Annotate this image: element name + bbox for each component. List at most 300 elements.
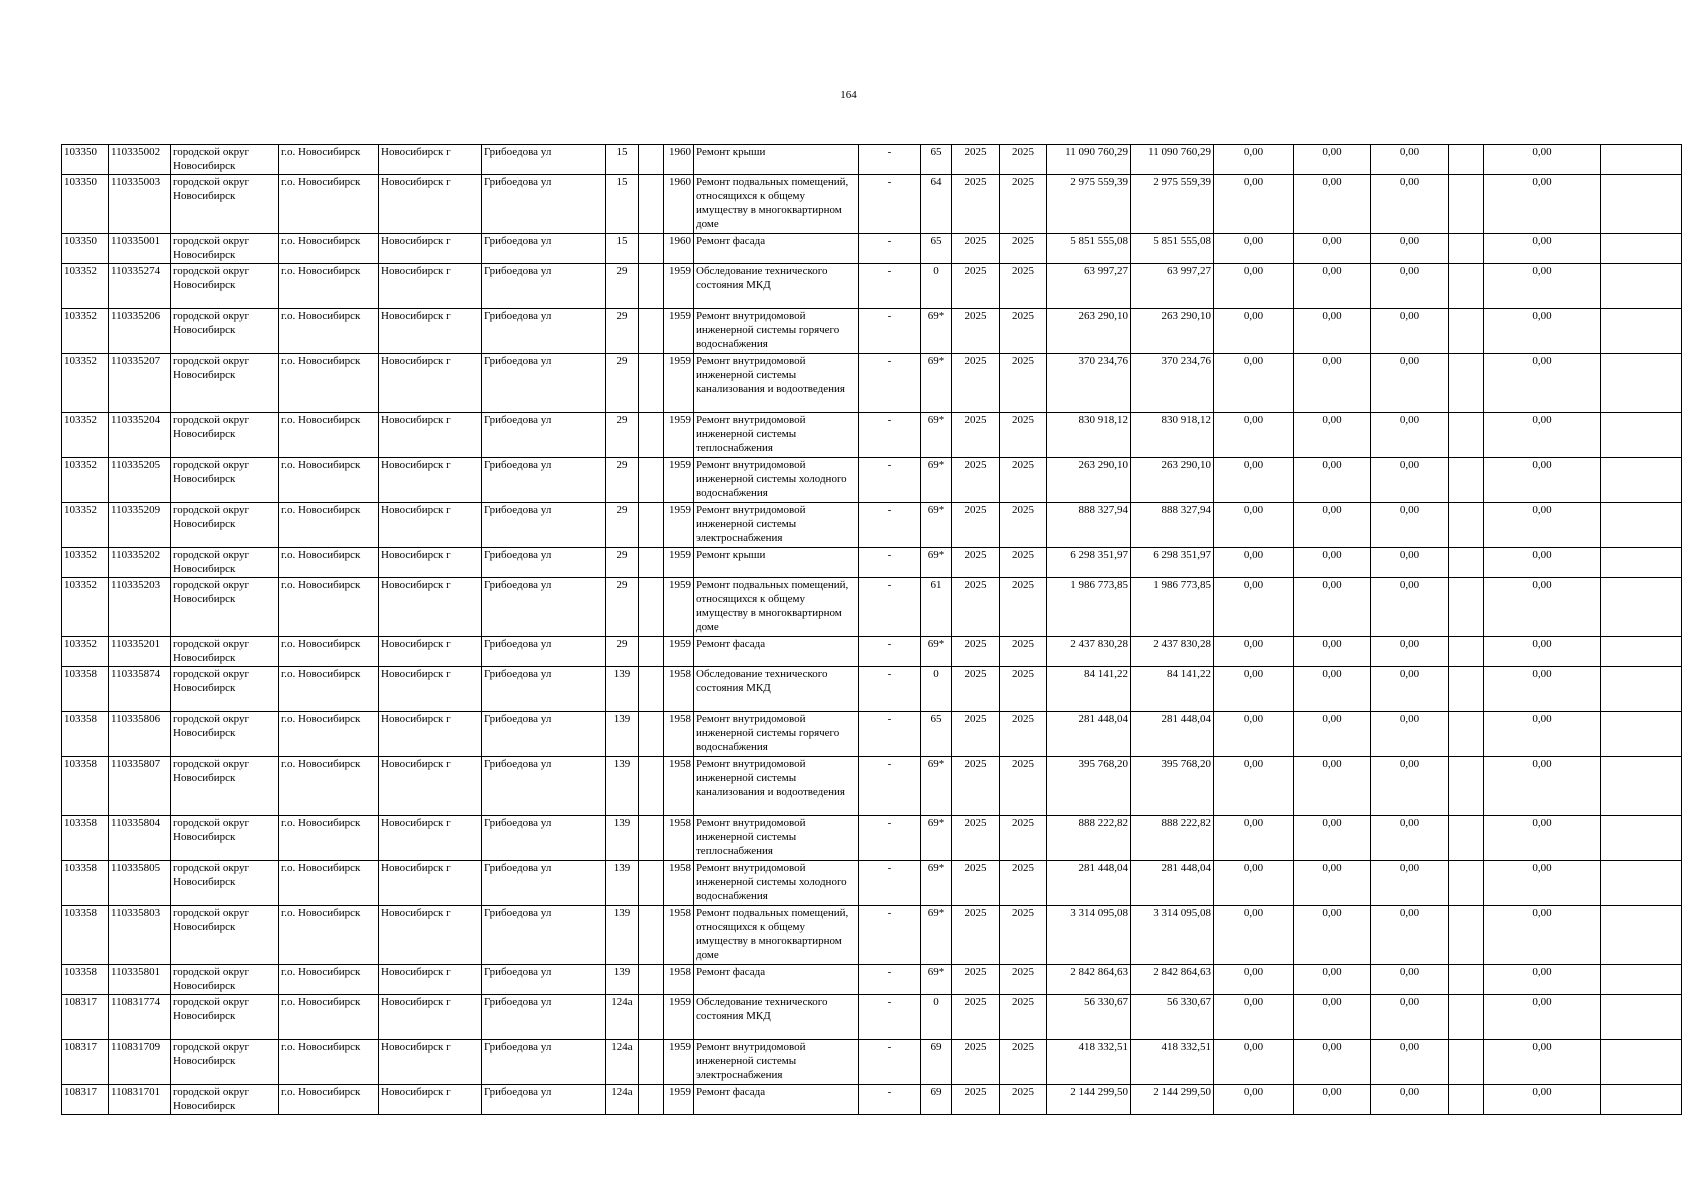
work-code-cell: 110335804 xyxy=(109,816,171,861)
zero-value-cell: 0,00 xyxy=(1294,861,1371,906)
zero-value-cell: 0,00 xyxy=(1484,995,1601,1040)
fund-cost-cell: 11 090 760,29 xyxy=(1131,145,1214,175)
dash-cell: - xyxy=(859,757,921,816)
district-cell: г.о. Новосибирск xyxy=(279,637,379,667)
zero-value-cell: 0,00 xyxy=(1484,965,1601,995)
record-id-cell: 103352 xyxy=(62,264,109,309)
district-cell: г.о. Новосибирск xyxy=(279,757,379,816)
build-year-cell: 1959 xyxy=(664,548,694,578)
dash-cell: - xyxy=(859,145,921,175)
zero-value-cell: 0,00 xyxy=(1371,906,1449,965)
empty-cell xyxy=(639,145,664,175)
build-year-cell: 1959 xyxy=(664,1085,694,1115)
zero-value-cell: 0,00 xyxy=(1214,816,1294,861)
zero-value-cell: 0,00 xyxy=(1484,667,1601,712)
dash-cell: - xyxy=(859,234,921,264)
zero-value-cell: 0,00 xyxy=(1294,548,1371,578)
zero-value-cell: 0,00 xyxy=(1484,309,1601,354)
empty-cell xyxy=(639,712,664,757)
district-cell: г.о. Новосибирск xyxy=(279,1085,379,1115)
empty-cell xyxy=(639,816,664,861)
record-id-cell: 103352 xyxy=(62,413,109,458)
plan-year-start-cell: 2025 xyxy=(952,712,1000,757)
zero-value-cell: 0,00 xyxy=(1371,965,1449,995)
total-cost-cell: 1 986 773,85 xyxy=(1047,578,1131,637)
empty-cell xyxy=(1601,503,1682,548)
municipality-cell: городской округ Новосибирск xyxy=(171,145,279,175)
empty-cell xyxy=(1449,145,1484,175)
empty-cell xyxy=(1449,264,1484,309)
empty-cell xyxy=(1601,667,1682,712)
empty-cell xyxy=(639,757,664,816)
empty-cell xyxy=(639,906,664,965)
zero-value-cell: 0,00 xyxy=(1214,264,1294,309)
total-cost-cell: 56 330,67 xyxy=(1047,995,1131,1040)
fund-cost-cell: 5 851 555,08 xyxy=(1131,234,1214,264)
district-cell: г.о. Новосибирск xyxy=(279,906,379,965)
empty-cell xyxy=(1449,309,1484,354)
record-id-cell: 103350 xyxy=(62,175,109,234)
plan-year-end-cell: 2025 xyxy=(1000,458,1047,503)
total-cost-cell: 888 327,94 xyxy=(1047,503,1131,548)
zero-value-cell: 0,00 xyxy=(1484,757,1601,816)
work-code-cell: 110335205 xyxy=(109,458,171,503)
street-cell: Грибоедова ул xyxy=(482,354,606,413)
street-cell: Грибоедова ул xyxy=(482,413,606,458)
record-id-cell: 103350 xyxy=(62,145,109,175)
zero-value-cell: 0,00 xyxy=(1371,234,1449,264)
wear-percent-cell: 69* xyxy=(921,757,952,816)
work-type-cell: Ремонт внутридомовой инженерной системы горячего водоснабжения xyxy=(694,309,859,354)
city-cell: Новосибирск г xyxy=(379,145,482,175)
zero-value-cell: 0,00 xyxy=(1484,637,1601,667)
zero-value-cell: 0,00 xyxy=(1214,757,1294,816)
wear-percent-cell: 65 xyxy=(921,145,952,175)
zero-value-cell: 0,00 xyxy=(1371,995,1449,1040)
work-type-cell: Ремонт внутридомовой инженерной системы электроснабжения xyxy=(694,1040,859,1085)
empty-cell xyxy=(1449,234,1484,264)
total-cost-cell: 3 314 095,08 xyxy=(1047,906,1131,965)
table-row xyxy=(62,175,1682,234)
plan-year-end-cell: 2025 xyxy=(1000,503,1047,548)
empty-cell xyxy=(639,413,664,458)
dash-cell: - xyxy=(859,861,921,906)
build-year-cell: 1960 xyxy=(664,175,694,234)
empty-cell xyxy=(639,578,664,637)
dash-cell: - xyxy=(859,413,921,458)
zero-value-cell: 0,00 xyxy=(1484,712,1601,757)
zero-value-cell: 0,00 xyxy=(1294,264,1371,309)
plan-year-start-cell: 2025 xyxy=(952,548,1000,578)
empty-cell xyxy=(1449,548,1484,578)
zero-value-cell: 0,00 xyxy=(1214,458,1294,503)
total-cost-cell: 2 975 559,39 xyxy=(1047,175,1131,234)
total-cost-cell: 84 141,22 xyxy=(1047,667,1131,712)
street-cell: Грибоедова ул xyxy=(482,861,606,906)
plan-year-end-cell: 2025 xyxy=(1000,816,1047,861)
municipality-cell: городской округ Новосибирск xyxy=(171,906,279,965)
city-cell: Новосибирск г xyxy=(379,995,482,1040)
table-row xyxy=(62,354,1682,413)
fund-cost-cell: 830 918,12 xyxy=(1131,413,1214,458)
table-row xyxy=(62,548,1682,578)
record-id-cell: 103358 xyxy=(62,816,109,861)
work-type-cell: Обследование технического состояния МКД xyxy=(694,264,859,309)
plan-year-start-cell: 2025 xyxy=(952,413,1000,458)
plan-year-start-cell: 2025 xyxy=(952,145,1000,175)
zero-value-cell: 0,00 xyxy=(1294,309,1371,354)
build-year-cell: 1959 xyxy=(664,1040,694,1085)
fund-cost-cell: 3 314 095,08 xyxy=(1131,906,1214,965)
work-code-cell: 110831701 xyxy=(109,1085,171,1115)
district-cell: г.о. Новосибирск xyxy=(279,175,379,234)
table-row xyxy=(62,309,1682,354)
zero-value-cell: 0,00 xyxy=(1484,861,1601,906)
dash-cell: - xyxy=(859,578,921,637)
plan-year-start-cell: 2025 xyxy=(952,861,1000,906)
zero-value-cell: 0,00 xyxy=(1371,816,1449,861)
fund-cost-cell: 418 332,51 xyxy=(1131,1040,1214,1085)
record-id-cell: 103352 xyxy=(62,548,109,578)
table-row xyxy=(62,757,1682,816)
zero-value-cell: 0,00 xyxy=(1214,1085,1294,1115)
zero-value-cell: 0,00 xyxy=(1484,1040,1601,1085)
empty-cell xyxy=(639,1040,664,1085)
plan-year-end-cell: 2025 xyxy=(1000,995,1047,1040)
empty-cell xyxy=(1449,413,1484,458)
total-cost-cell: 395 768,20 xyxy=(1047,757,1131,816)
zero-value-cell: 0,00 xyxy=(1484,578,1601,637)
empty-cell xyxy=(1601,175,1682,234)
zero-value-cell: 0,00 xyxy=(1214,637,1294,667)
zero-value-cell: 0,00 xyxy=(1214,1040,1294,1085)
work-code-cell: 110335801 xyxy=(109,965,171,995)
total-cost-cell: 2 144 299,50 xyxy=(1047,1085,1131,1115)
plan-year-end-cell: 2025 xyxy=(1000,906,1047,965)
table-row xyxy=(62,995,1682,1040)
street-cell: Грибоедова ул xyxy=(482,548,606,578)
street-cell: Грибоедова ул xyxy=(482,757,606,816)
build-year-cell: 1958 xyxy=(664,906,694,965)
empty-cell xyxy=(1601,145,1682,175)
zero-value-cell: 0,00 xyxy=(1294,757,1371,816)
record-id-cell: 103358 xyxy=(62,757,109,816)
empty-cell xyxy=(639,637,664,667)
wear-percent-cell: 69* xyxy=(921,965,952,995)
empty-cell xyxy=(1601,637,1682,667)
empty-cell xyxy=(639,667,664,712)
municipality-cell: городской округ Новосибирск xyxy=(171,712,279,757)
street-cell: Грибоедова ул xyxy=(482,637,606,667)
build-year-cell: 1960 xyxy=(664,145,694,175)
dash-cell: - xyxy=(859,965,921,995)
record-id-cell: 103352 xyxy=(62,309,109,354)
build-year-cell: 1959 xyxy=(664,995,694,1040)
city-cell: Новосибирск г xyxy=(379,1085,482,1115)
zero-value-cell: 0,00 xyxy=(1214,234,1294,264)
district-cell: г.о. Новосибирск xyxy=(279,413,379,458)
house-number-cell: 29 xyxy=(606,264,639,309)
house-number-cell: 29 xyxy=(606,637,639,667)
district-cell: г.о. Новосибирск xyxy=(279,861,379,906)
district-cell: г.о. Новосибирск xyxy=(279,145,379,175)
record-id-cell: 103358 xyxy=(62,712,109,757)
house-number-cell: 139 xyxy=(606,757,639,816)
work-code-cell: 110335003 xyxy=(109,175,171,234)
total-cost-cell: 281 448,04 xyxy=(1047,712,1131,757)
plan-year-end-cell: 2025 xyxy=(1000,667,1047,712)
zero-value-cell: 0,00 xyxy=(1294,578,1371,637)
table-row xyxy=(62,264,1682,309)
municipality-cell: городской округ Новосибирск xyxy=(171,264,279,309)
city-cell: Новосибирск г xyxy=(379,458,482,503)
wear-percent-cell: 69* xyxy=(921,816,952,861)
empty-cell xyxy=(639,354,664,413)
zero-value-cell: 0,00 xyxy=(1214,712,1294,757)
build-year-cell: 1959 xyxy=(664,503,694,548)
dash-cell: - xyxy=(859,816,921,861)
zero-value-cell: 0,00 xyxy=(1294,175,1371,234)
city-cell: Новосибирск г xyxy=(379,578,482,637)
zero-value-cell: 0,00 xyxy=(1294,995,1371,1040)
zero-value-cell: 0,00 xyxy=(1371,861,1449,906)
fund-cost-cell: 1 986 773,85 xyxy=(1131,578,1214,637)
fund-cost-cell: 395 768,20 xyxy=(1131,757,1214,816)
plan-year-start-cell: 2025 xyxy=(952,757,1000,816)
total-cost-cell: 263 290,10 xyxy=(1047,458,1131,503)
table-row xyxy=(62,413,1682,458)
empty-cell xyxy=(1601,264,1682,309)
district-cell: г.о. Новосибирск xyxy=(279,816,379,861)
empty-cell xyxy=(1449,757,1484,816)
dash-cell: - xyxy=(859,712,921,757)
zero-value-cell: 0,00 xyxy=(1214,145,1294,175)
zero-value-cell: 0,00 xyxy=(1294,145,1371,175)
table-row xyxy=(62,965,1682,995)
empty-cell xyxy=(639,175,664,234)
city-cell: Новосибирск г xyxy=(379,637,482,667)
district-cell: г.о. Новосибирск xyxy=(279,995,379,1040)
work-type-cell: Ремонт внутридомовой инженерной системы электроснабжения xyxy=(694,503,859,548)
wear-percent-cell: 65 xyxy=(921,712,952,757)
work-code-cell: 110831774 xyxy=(109,995,171,1040)
zero-value-cell: 0,00 xyxy=(1214,861,1294,906)
empty-cell xyxy=(1601,861,1682,906)
plan-year-start-cell: 2025 xyxy=(952,667,1000,712)
empty-cell xyxy=(1449,1085,1484,1115)
wear-percent-cell: 69 xyxy=(921,1040,952,1085)
municipality-cell: городской округ Новосибирск xyxy=(171,175,279,234)
zero-value-cell: 0,00 xyxy=(1214,413,1294,458)
city-cell: Новосибирск г xyxy=(379,264,482,309)
empty-cell xyxy=(1601,309,1682,354)
district-cell: г.о. Новосибирск xyxy=(279,458,379,503)
empty-cell xyxy=(1449,354,1484,413)
page-number: 164 xyxy=(840,89,857,101)
street-cell: Грибоедова ул xyxy=(482,1085,606,1115)
work-type-cell: Ремонт крыши xyxy=(694,145,859,175)
district-cell: г.о. Новосибирск xyxy=(279,548,379,578)
empty-cell xyxy=(1601,578,1682,637)
house-number-cell: 29 xyxy=(606,309,639,354)
fund-cost-cell: 56 330,67 xyxy=(1131,995,1214,1040)
zero-value-cell: 0,00 xyxy=(1371,1040,1449,1085)
build-year-cell: 1959 xyxy=(664,413,694,458)
zero-value-cell: 0,00 xyxy=(1484,264,1601,309)
plan-year-end-cell: 2025 xyxy=(1000,548,1047,578)
wear-percent-cell: 69* xyxy=(921,309,952,354)
build-year-cell: 1960 xyxy=(664,234,694,264)
empty-cell xyxy=(1601,965,1682,995)
empty-cell xyxy=(639,548,664,578)
city-cell: Новосибирск г xyxy=(379,757,482,816)
empty-cell xyxy=(1449,175,1484,234)
wear-percent-cell: 69* xyxy=(921,548,952,578)
zero-value-cell: 0,00 xyxy=(1371,1085,1449,1115)
table-row xyxy=(62,1040,1682,1085)
municipality-cell: городской округ Новосибирск xyxy=(171,503,279,548)
table-row xyxy=(62,578,1682,637)
zero-value-cell: 0,00 xyxy=(1484,1085,1601,1115)
empty-cell xyxy=(1601,234,1682,264)
record-id-cell: 103352 xyxy=(62,637,109,667)
plan-year-start-cell: 2025 xyxy=(952,1040,1000,1085)
dash-cell: - xyxy=(859,995,921,1040)
wear-percent-cell: 69* xyxy=(921,413,952,458)
plan-year-start-cell: 2025 xyxy=(952,906,1000,965)
fund-cost-cell: 263 290,10 xyxy=(1131,458,1214,503)
build-year-cell: 1959 xyxy=(664,578,694,637)
table-body xyxy=(62,145,1682,1115)
zero-value-cell: 0,00 xyxy=(1214,578,1294,637)
city-cell: Новосибирск г xyxy=(379,965,482,995)
fund-cost-cell: 370 234,76 xyxy=(1131,354,1214,413)
plan-year-start-cell: 2025 xyxy=(952,816,1000,861)
work-code-cell: 110335806 xyxy=(109,712,171,757)
record-id-cell: 103352 xyxy=(62,503,109,548)
district-cell: г.о. Новосибирск xyxy=(279,354,379,413)
work-code-cell: 110335874 xyxy=(109,667,171,712)
wear-percent-cell: 69* xyxy=(921,503,952,548)
empty-cell xyxy=(1449,578,1484,637)
work-code-cell: 110335209 xyxy=(109,503,171,548)
empty-cell xyxy=(639,503,664,548)
street-cell: Грибоедова ул xyxy=(482,816,606,861)
table-row xyxy=(62,667,1682,712)
work-code-cell: 110335002 xyxy=(109,145,171,175)
empty-cell xyxy=(1449,503,1484,548)
total-cost-cell: 5 851 555,08 xyxy=(1047,234,1131,264)
empty-cell xyxy=(639,995,664,1040)
empty-cell xyxy=(1449,637,1484,667)
zero-value-cell: 0,00 xyxy=(1484,458,1601,503)
plan-year-start-cell: 2025 xyxy=(952,965,1000,995)
plan-year-start-cell: 2025 xyxy=(952,354,1000,413)
work-code-cell: 110335206 xyxy=(109,309,171,354)
zero-value-cell: 0,00 xyxy=(1294,906,1371,965)
empty-cell xyxy=(639,264,664,309)
fund-cost-cell: 2 437 830,28 xyxy=(1131,637,1214,667)
empty-cell xyxy=(639,309,664,354)
zero-value-cell: 0,00 xyxy=(1294,816,1371,861)
capital-repair-table xyxy=(61,144,1682,1115)
house-number-cell: 29 xyxy=(606,458,639,503)
wear-percent-cell: 69* xyxy=(921,861,952,906)
record-id-cell: 103358 xyxy=(62,906,109,965)
plan-year-start-cell: 2025 xyxy=(952,264,1000,309)
city-cell: Новосибирск г xyxy=(379,548,482,578)
work-type-cell: Ремонт подвальных помещений, относящихся к общему имуществу в многоквартирном доме xyxy=(694,175,859,234)
fund-cost-cell: 84 141,22 xyxy=(1131,667,1214,712)
zero-value-cell: 0,00 xyxy=(1371,354,1449,413)
house-number-cell: 139 xyxy=(606,906,639,965)
municipality-cell: городской округ Новосибирск xyxy=(171,234,279,264)
wear-percent-cell: 0 xyxy=(921,995,952,1040)
empty-cell xyxy=(1601,757,1682,816)
district-cell: г.о. Новосибирск xyxy=(279,578,379,637)
zero-value-cell: 0,00 xyxy=(1214,667,1294,712)
city-cell: Новосибирск г xyxy=(379,1040,482,1085)
work-type-cell: Ремонт фасада xyxy=(694,637,859,667)
zero-value-cell: 0,00 xyxy=(1294,712,1371,757)
zero-value-cell: 0,00 xyxy=(1294,1085,1371,1115)
work-type-cell: Ремонт внутридомовой инженерной системы теплоснабжения xyxy=(694,413,859,458)
zero-value-cell: 0,00 xyxy=(1484,175,1601,234)
zero-value-cell: 0,00 xyxy=(1371,413,1449,458)
table-row xyxy=(62,816,1682,861)
plan-year-end-cell: 2025 xyxy=(1000,637,1047,667)
total-cost-cell: 11 090 760,29 xyxy=(1047,145,1131,175)
record-id-cell: 108317 xyxy=(62,1085,109,1115)
empty-cell xyxy=(1601,906,1682,965)
street-cell: Грибоедова ул xyxy=(482,458,606,503)
table-row xyxy=(62,503,1682,548)
table-row xyxy=(62,906,1682,965)
house-number-cell: 139 xyxy=(606,965,639,995)
build-year-cell: 1958 xyxy=(664,861,694,906)
street-cell: Грибоедова ул xyxy=(482,712,606,757)
house-number-cell: 29 xyxy=(606,548,639,578)
table-row xyxy=(62,1085,1682,1115)
plan-year-end-cell: 2025 xyxy=(1000,354,1047,413)
zero-value-cell: 0,00 xyxy=(1294,413,1371,458)
district-cell: г.о. Новосибирск xyxy=(279,965,379,995)
zero-value-cell: 0,00 xyxy=(1214,906,1294,965)
table-row xyxy=(62,637,1682,667)
empty-cell xyxy=(1449,861,1484,906)
plan-year-end-cell: 2025 xyxy=(1000,578,1047,637)
build-year-cell: 1958 xyxy=(664,667,694,712)
build-year-cell: 1959 xyxy=(664,354,694,413)
zero-value-cell: 0,00 xyxy=(1371,503,1449,548)
empty-cell xyxy=(1449,906,1484,965)
wear-percent-cell: 69* xyxy=(921,906,952,965)
empty-cell xyxy=(1601,816,1682,861)
street-cell: Грибоедова ул xyxy=(482,309,606,354)
empty-cell xyxy=(1601,354,1682,413)
work-code-cell: 110335207 xyxy=(109,354,171,413)
dash-cell: - xyxy=(859,548,921,578)
table-row xyxy=(62,861,1682,906)
total-cost-cell: 830 918,12 xyxy=(1047,413,1131,458)
house-number-cell: 139 xyxy=(606,861,639,906)
dash-cell: - xyxy=(859,309,921,354)
total-cost-cell: 888 222,82 xyxy=(1047,816,1131,861)
district-cell: г.о. Новосибирск xyxy=(279,234,379,264)
district-cell: г.о. Новосибирск xyxy=(279,503,379,548)
empty-cell xyxy=(1601,712,1682,757)
empty-cell xyxy=(1449,965,1484,995)
